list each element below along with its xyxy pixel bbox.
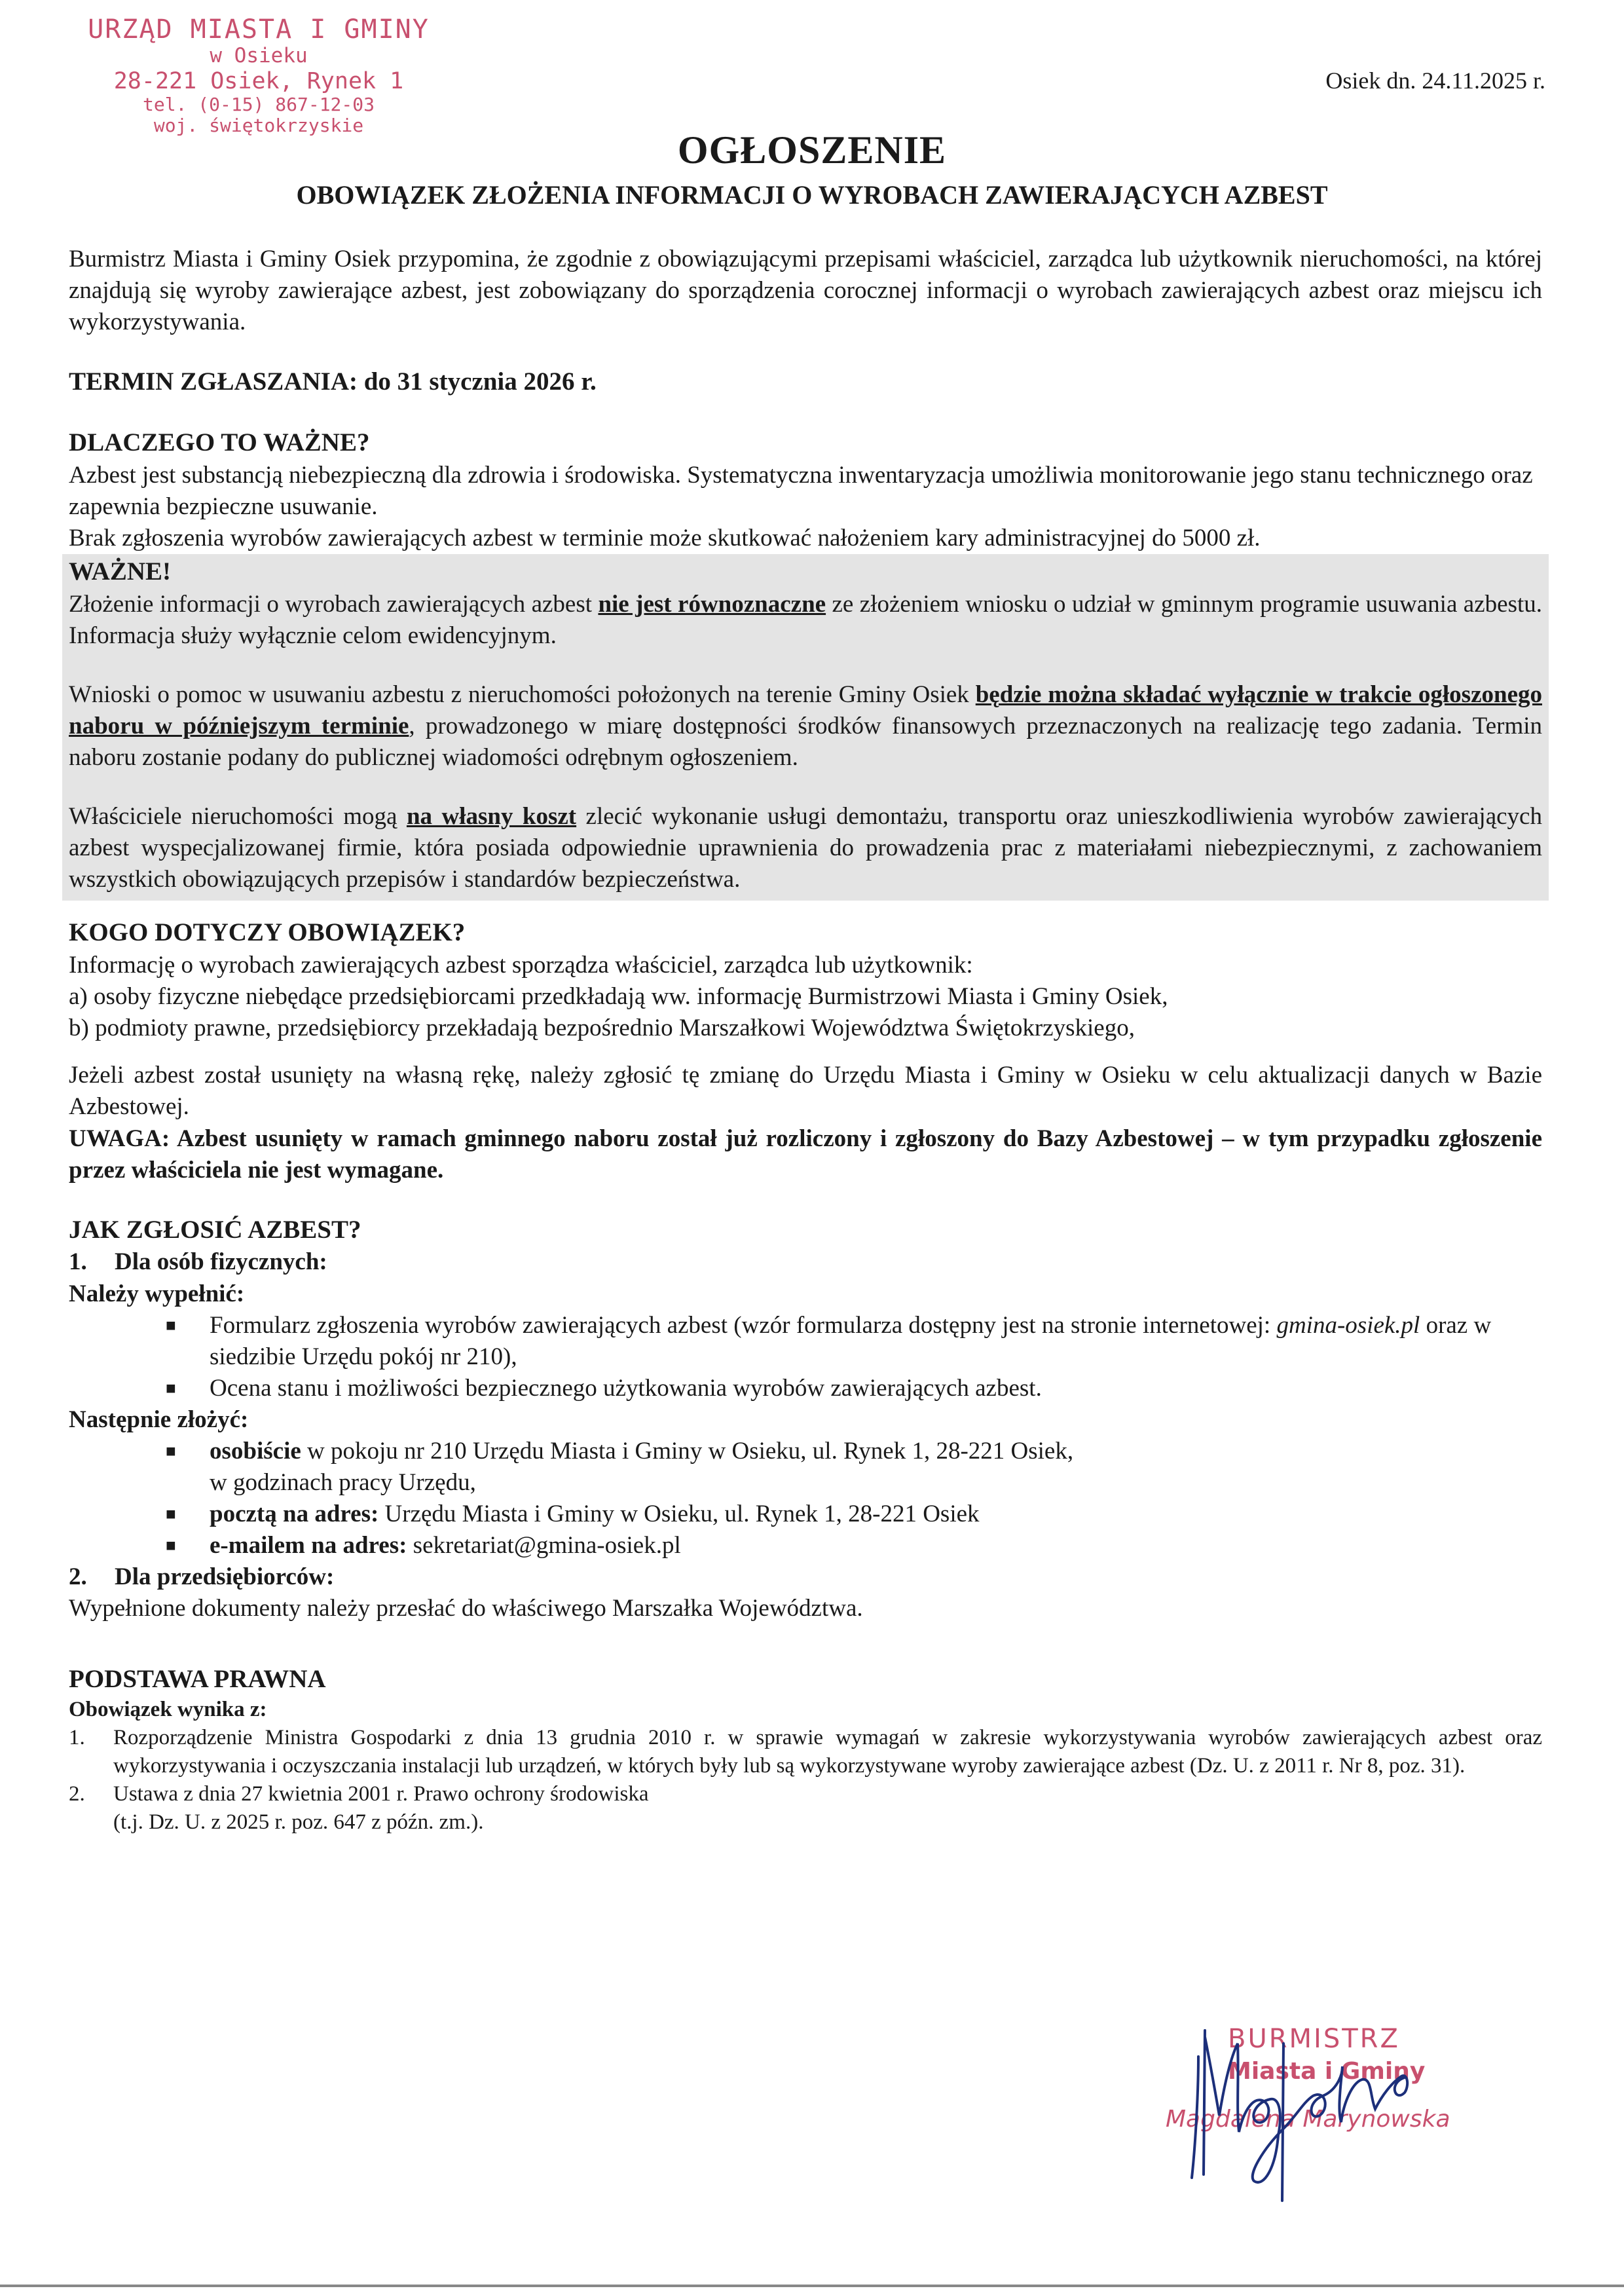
submit-list [69, 1436, 1542, 1467]
section-number: 1. [69, 1248, 87, 1276]
legal-item-2 [69, 1780, 1542, 1837]
document-body [69, 244, 1542, 1837]
text-run: , prowadzonego w miarę dostępności środków finansowych przeznaczonych na realizację tego zadania. Termin naboru zostanie podany do publicznej wiadomości odrębnym ogłoszeniem. [69, 712, 1542, 771]
list-item [69, 1530, 1542, 1561]
item-number: 2. [69, 1782, 85, 1806]
bullet-icon: ■ [166, 1504, 176, 1524]
legal-heading: PODSTAWA PRAWNA [69, 1664, 326, 1693]
text-run: zlecić wykonanie usługi demontażu, transportu oraz unieszkodliwienia wyrobów zawierających azbest wyspecjalizowanej firmie, która posiada odpowiednie uprawnienia do prowadzenia prac z materiałami niebezpiecznymi, z zachowaniem wszystkich obowiązujących przepisów i standardów bezpieczeństwa. [69, 803, 1542, 893]
who-item-a: a) osoby fizyczne niebędące przedsiębiorcami przedkładają ww. informację Burmistrzowi Miasta i Gminy Osiek, [69, 983, 1168, 1011]
item-text: Rozporządzenie Ministra Gospodarki z dnia 13 grudnia 2010 r. w sprawie wymagań w zakresie wykorzystywania wyrobów zawierających azbest oraz wykorzystywania i oczyszczania instalacji lub urządzeń, w których były lub są wykorzystywane wyroby zawierające azbest (Dz. U. z 2011 r. Nr 8, poz. 31). [113, 1726, 1542, 1778]
text-run: osobiście [210, 1437, 301, 1465]
text-run: e-mailem na adres: [210, 1532, 407, 1559]
signature-office: Miasta i Gminy [1228, 2058, 1426, 2085]
how-section-2 [69, 1561, 1542, 1593]
emphasis-run: na własny koszt [406, 803, 577, 830]
stamp-line: URZĄD MIASTA I GMINY [88, 14, 430, 45]
text-run: oraz w siedzibie Urzędu pokój nr 210), [210, 1311, 1492, 1370]
fill-label: Należy wypełnić: [69, 1280, 245, 1307]
text-run: ze złożeniem wniosku o udział w gminnym programie usuwania azbestu. Informacja służy wyłącznie celom ewidencyjnym. [69, 590, 1542, 649]
signature-name: Magdalena Marynowska [1166, 2106, 1450, 2133]
important-paragraph-3 [69, 801, 1542, 895]
section-title: Dla przedsiębiorców: [115, 1563, 335, 1591]
note-text: Azbest usunięty w ramach gminnego naboru został już rozliczony i zgłoszony do Bazy Azbestowej – w tym przypadku zgłoszenie przez właściciela nie jest wymagane. [69, 1125, 1542, 1184]
how-section-1 [69, 1246, 1542, 1278]
list-item [69, 1310, 1542, 1373]
text-run: Urzędu Miasta i Gminy w Osieku, ul. Rynek 1, 28-221 Osiek [378, 1501, 980, 1528]
legal-sub: Obowiązek wynika z: [69, 1698, 267, 1722]
stamp-line: w Osieku [210, 44, 308, 67]
note-paragraph [69, 1123, 1542, 1186]
stamp-line: 28-221 Osiek, Rynek 1 [113, 67, 404, 94]
office-stamp [75, 14, 442, 136]
email-link[interactable]: sekretariat@gmina-osiek.pl [407, 1532, 681, 1559]
intro-paragraph: Burmistrz Miasta i Gminy Osiek przypomina, że zgodnie z obowiązującymi przepisami właściciel, zarządca lub użytkownik nieruchomości, na której znajdują się wyroby zawierające azbest, jest zobowiązany do sporządzenia corocznej informacji o wyrobach zawierających azbest oraz miejscu ich wykorzystywania. [69, 246, 1542, 336]
submit-continuation: w godzinach pracy Urzędu, [210, 1469, 476, 1497]
section-number: 2. [69, 1563, 87, 1591]
important-box [62, 554, 1549, 901]
item-number: 1. [69, 1726, 85, 1750]
text-run: Złożenie informacji o wyrobach zawierających azbest [69, 590, 599, 618]
signature-stamp [1166, 2017, 1493, 2214]
why-paragraph-1: Azbest jest substancją niebezpieczną dla zdrowia i środowiska. Systematyczna inwentaryzacja umożliwia monitorowanie jego stanu technicznego oraz zapewnia bezpieczne usuwanie. [69, 461, 1533, 520]
list-item [69, 1373, 1542, 1404]
removed-paragraph: Jeżeli azbest został usunięty na własną rękę, należy zgłosić tę zmianę do Urzędu Miasta i Gminy w Osieku w celu aktualizacji danych w Bazie Azbestowej. [69, 1062, 1542, 1121]
deadline-line: TERMIN ZGŁASZANIA: do 31 stycznia 2026 r. [69, 367, 597, 396]
document-subtitle: OBOWIĄZEK ZŁOŻENIA INFORMACJI O WYROBACH ZAWIERAJĄCYCH AZBEST [296, 180, 1328, 210]
stamp-line: tel. (0-15) 867-12-03 [142, 93, 375, 115]
text-run: Ocena stanu i możliwości bezpiecznego użytkowania wyrobów zawierających azbest. [210, 1374, 1042, 1402]
who-heading: KOGO DOTYCZY OBOWIĄZEK? [69, 918, 466, 947]
fill-list [69, 1310, 1542, 1404]
handwritten-signature-icon [1166, 2017, 1493, 2214]
how-section-2-text: Wypełnione dokumenty należy przesłać do właściwego Marszałka Województwa. [69, 1595, 863, 1622]
document-title: OGŁOSZENIE [677, 128, 947, 172]
why-heading: DLACZEGO TO WAŻNE? [69, 428, 370, 457]
list-item [69, 1436, 1542, 1467]
text-run: w pokoju nr 210 Urzędu Miasta i Gminy w Osieku, ul. Rynek 1, 28-221 Osiek, [301, 1437, 1074, 1465]
bullet-icon: ■ [166, 1315, 176, 1335]
legal-item-1 [69, 1724, 1542, 1780]
emphasis-run: będzie można składać wyłącznie w trakcie ogłoszonego naboru w późniejszym terminie [69, 681, 1542, 739]
item-text: (t.j. Dz. U. z 2025 r. poz. 647 z późn. zm.). [113, 1810, 484, 1834]
bullet-icon: ■ [166, 1378, 176, 1398]
legal-list [69, 1696, 1542, 1836]
signature-title: BURMISTRZ [1228, 2024, 1400, 2054]
list-item [69, 1499, 1542, 1530]
text-run: pocztą na adres: [210, 1501, 379, 1528]
why-paragraph-2: Brak zgłoszenia wyrobów zawierających azbest w terminie może skutkować nałożeniem kary administracyjnej do 5000 zł. [69, 524, 1261, 551]
section-title: Dla osób fizycznych: [115, 1248, 327, 1276]
stamp-line: woj. świętokrzyskie [153, 115, 364, 137]
note-label: UWAGA: [69, 1125, 170, 1152]
text-run: Właściciele nieruchomości mogą [69, 803, 407, 830]
important-paragraph-1 [69, 589, 1542, 652]
document-date: Osiek dn. 24.11.2025 r. [1325, 67, 1545, 94]
submit-list-2 [69, 1499, 1542, 1561]
website-link[interactable]: gmina-osiek.pl [1276, 1311, 1420, 1339]
item-text: Ustawa z dnia 27 kwietnia 2001 r. Prawo ochrony środowiska [113, 1782, 649, 1806]
bullet-icon: ■ [166, 1536, 176, 1556]
text-run: Formularz zgłoszenia wyrobów zawierających azbest (wzór formularza dostępny jest na stronie internetowej: [210, 1311, 1277, 1339]
important-paragraph-2 [69, 679, 1542, 774]
text-run: Wnioski o pomoc w usuwaniu azbestu z nieruchomości położonych na terenie Gminy Osiek [69, 681, 976, 708]
important-heading: WAŻNE! [69, 557, 172, 586]
bullet-icon: ■ [166, 1441, 176, 1461]
who-item-b: b) podmioty prawne, przedsiębiorcy przekładają bezpośrednio Marszałkowi Województwa Świętokrzyskiego, [69, 1015, 1135, 1042]
who-intro: Informację o wyrobach zawierających azbest sporządza właściciel, zarządca lub użytkownik: [69, 952, 973, 979]
emphasis-run: nie jest równoznaczne [598, 590, 826, 618]
submit-label: Następnie złożyć: [69, 1406, 249, 1433]
how-heading: JAK ZGŁOSIĆ AZBEST? [69, 1215, 361, 1244]
page-edge-line [0, 2285, 1624, 2287]
